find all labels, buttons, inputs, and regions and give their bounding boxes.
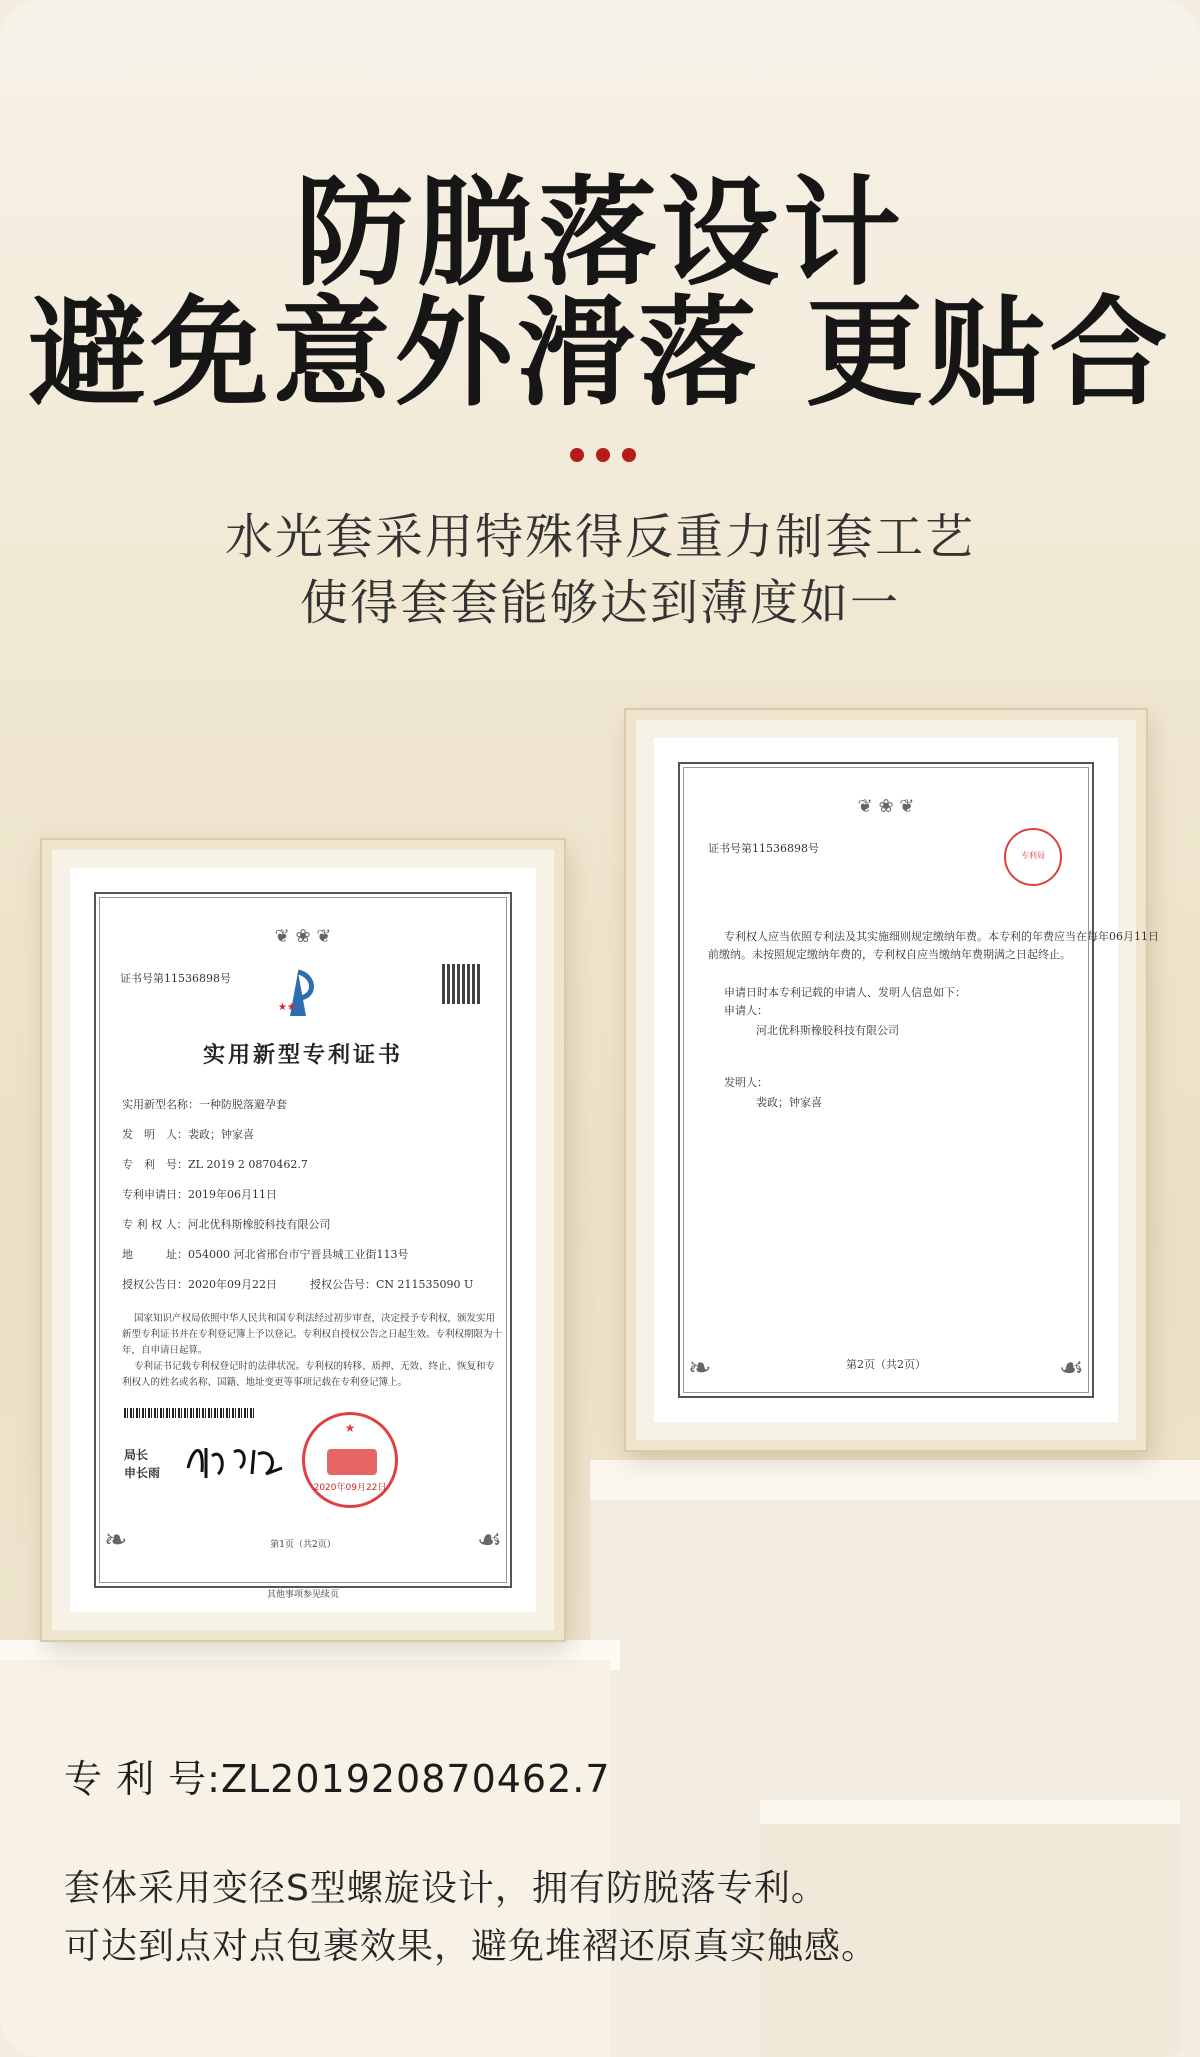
ornament-icon: ❦ ❀ ❦ bbox=[274, 926, 332, 947]
signer-name: 申长雨 bbox=[124, 1466, 161, 1480]
cert-field: 专 利 号：ZL 2019 2 0870462.7 bbox=[122, 1158, 308, 1171]
official-seal-icon: ★ 2020年09月22日 bbox=[302, 1412, 398, 1508]
cert-body-line: 年，自申请日起算。 bbox=[122, 1345, 208, 1356]
cert-inventor-label: 发明人： bbox=[724, 1076, 768, 1089]
accent-dot bbox=[596, 448, 610, 462]
cert-applicant-intro: 申请日时本专利记载的申请人、发明人信息如下： bbox=[724, 986, 966, 999]
cert-inventor: 裴政；钟家喜 bbox=[756, 1096, 822, 1109]
headline-line1: 防脱落设计 bbox=[294, 164, 905, 302]
seal-date: 2020年09月22日 bbox=[313, 1483, 387, 1493]
accent-dot bbox=[622, 448, 636, 462]
cert-title: 实用新型专利证书 bbox=[202, 1042, 404, 1068]
cert-field: 专利申请日：2019年06月11日 bbox=[122, 1188, 277, 1201]
cert-page-number: 第1页（共2页） bbox=[270, 1540, 336, 1550]
signature-icon bbox=[182, 1438, 292, 1482]
cert-body-line: 新型专利证书并在专利登记簿上予以登记。专利权自授权公告之日起生效。专利权期限为十 bbox=[122, 1329, 503, 1340]
description-line1: 套体采用变径S型螺旋设计，拥有防脱落专利。 bbox=[64, 1868, 828, 1909]
cert-body-line: 国家知识产权局依照中华人民共和国专利法经过初步审查，决定授予专利权，颁发实用 bbox=[134, 1313, 496, 1324]
svg-text:★★: ★★ bbox=[278, 1002, 296, 1013]
cert-field: 专 利 权 人：河北优科斯橡胶科技有限公司 bbox=[122, 1218, 331, 1231]
description-line2: 可达到点对点包裹效果，避免堆褶还原真实触感。 bbox=[64, 1926, 879, 1967]
cert-body-line: 专利证书记载专利权登记时的法律状况。专利权的转移、质押、无效、终止、恢复和专 bbox=[134, 1361, 496, 1372]
corner-ornament-icon: ❧ bbox=[688, 1351, 712, 1384]
qr-code-icon bbox=[442, 964, 482, 1004]
headline-line2: 避免意外滑落 更贴合 bbox=[28, 284, 1172, 422]
accent-dots bbox=[570, 448, 636, 462]
signer-title: 局长 bbox=[124, 1448, 149, 1462]
cert-number: 证书号第11536898号 bbox=[708, 842, 819, 855]
accent-dot bbox=[570, 448, 584, 462]
subtitle-line1: 水光套采用特殊得反重力制套工艺 bbox=[224, 509, 975, 565]
ornament-icon: ❦ ❀ ❦ bbox=[857, 796, 915, 817]
cert-field: 发 明 人：裴政；钟家喜 bbox=[122, 1128, 254, 1141]
cert-number: 证书号第11536898号 bbox=[120, 972, 231, 985]
cert-footer: 其他事项参见续页 bbox=[266, 1590, 340, 1600]
certificate-paper bbox=[70, 868, 536, 1612]
cert-field: 地 址：054000 河北省邢台市宁晋县城工业街113号 bbox=[122, 1248, 409, 1261]
certificate-frame-page1 bbox=[42, 840, 564, 1640]
cert-field: 实用新型名称：一种防脱落避孕套 bbox=[122, 1098, 287, 1111]
cert-body-line: 利权人的姓名或名称、国籍、地址变更等事项记载在专利登记簿上。 bbox=[122, 1377, 408, 1388]
subtitle-line2: 使得套套能够达到薄度如一 bbox=[299, 575, 900, 631]
corner-ornament-icon: ❧ bbox=[104, 1523, 128, 1556]
pedestal-front bbox=[0, 1660, 610, 2057]
certificate-paper bbox=[654, 738, 1159, 1422]
stamp-icon: 专利局 bbox=[1004, 828, 1062, 886]
cert-body-line: 前缴纳。未按照规定缴纳年费的，专利权自应当缴纳年费期满之日起终止。 bbox=[708, 948, 1071, 961]
cert-field: 授权公告日：2020年09月22日 授权公告号：CN 211535090 U bbox=[122, 1278, 474, 1291]
cert-page-number: 第2页（共2页） bbox=[846, 1358, 926, 1371]
cert-applicant-label: 申请人： bbox=[724, 1004, 768, 1017]
corner-ornament-icon: ☙ bbox=[1058, 1351, 1084, 1384]
cert-body-line: 专利权人应当依照专利法及其实施细则规定缴纳年费。本专利的年费应当在每年06月11日 bbox=[724, 930, 1159, 943]
cert-applicant: 河北优科斯橡胶科技有限公司 bbox=[756, 1024, 899, 1037]
patent-logo-icon bbox=[276, 968, 320, 1020]
pedestal-back-top bbox=[590, 1460, 1200, 1500]
patent-number: 专 利 号:ZL201920870462.7 bbox=[64, 1757, 611, 1801]
pedestal-step-top bbox=[760, 1800, 1180, 1824]
certificate-frame-page2 bbox=[626, 710, 1159, 1450]
barcode-icon bbox=[124, 1408, 254, 1418]
corner-ornament-icon: ☙ bbox=[476, 1523, 502, 1556]
